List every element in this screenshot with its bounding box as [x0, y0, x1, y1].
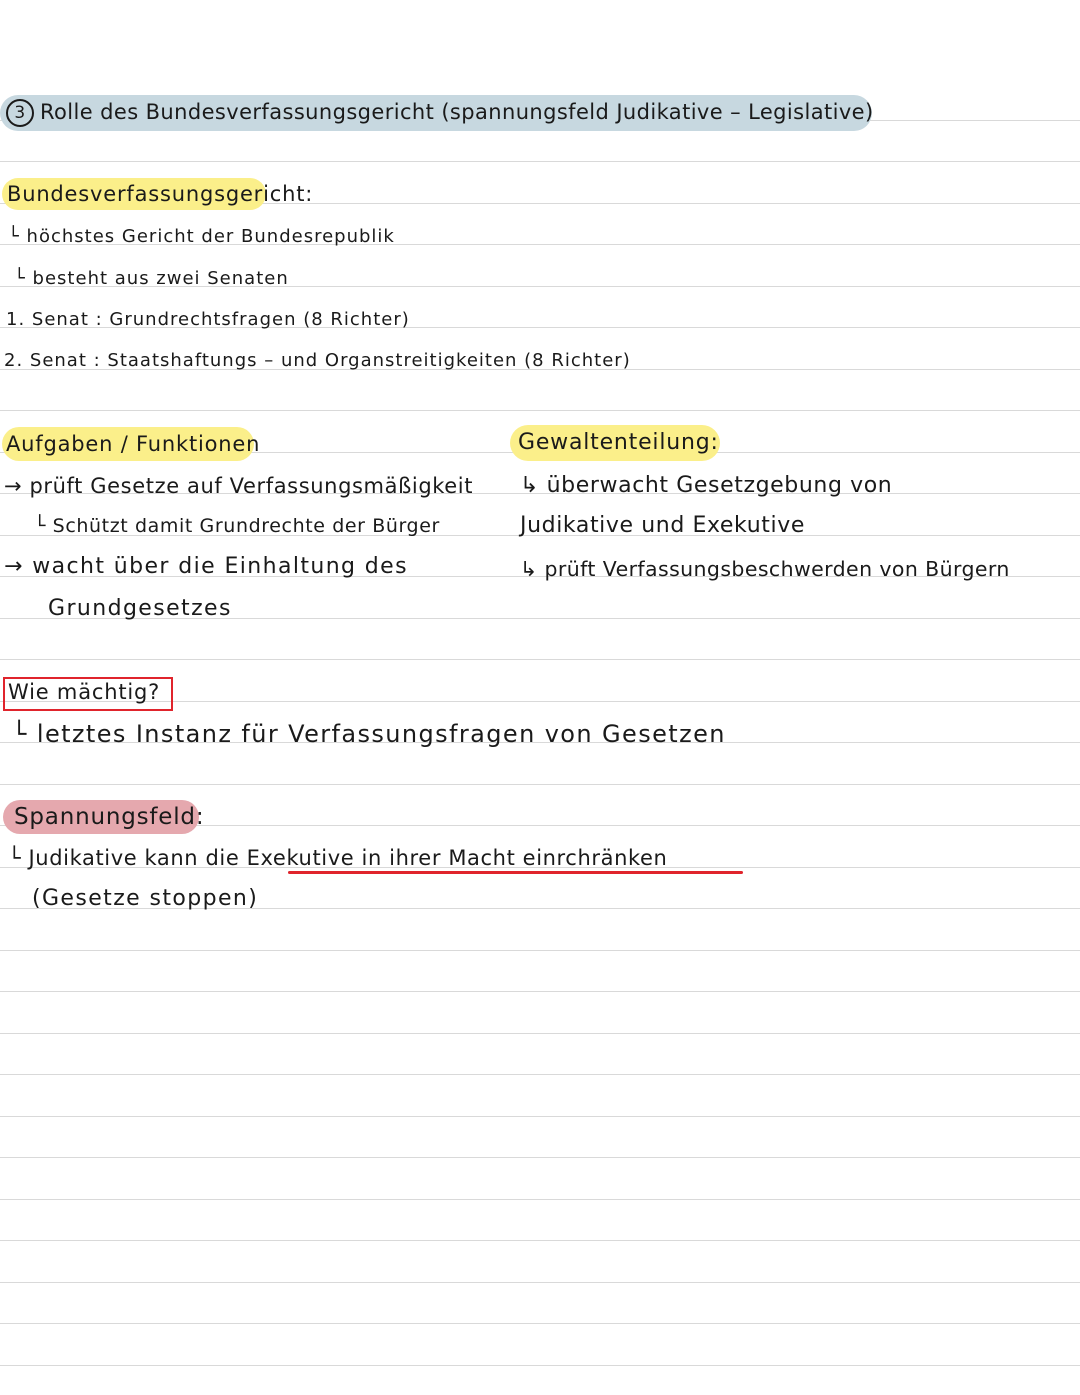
heading-wie-maechtig: Wie mächtig? — [8, 680, 161, 704]
line-gesetze-stoppen: (Gesetze stoppen) — [32, 886, 259, 911]
heading-aufgaben-funktionen: Aufgaben / Funktionen — [6, 432, 261, 456]
line-prueft-gesetze: → prüft Gesetze auf Verfassungsmäßigkeit — [4, 474, 474, 498]
line-grundgesetzes: Grundgesetzes — [48, 596, 232, 621]
line-zwei-senaten: └ besteht aus zwei Senaten — [14, 268, 289, 289]
line-wacht-ueber: → wacht über die Einhaltung des — [4, 554, 408, 579]
page-title — [6, 99, 874, 127]
line-ueberwacht-gesetzgebung: ↳ überwacht Gesetzgebung von — [520, 473, 893, 498]
heading-spannungsfeld: Spannungsfeld: — [14, 804, 205, 830]
page-title-text: Rolle des Bundesverfassungsgericht (spannungsfeld Judikative – Legislative) — [40, 100, 874, 124]
line-verfassungsbeschwerden: ↳ prüft Verfassungsbeschwerden von Bürgern — [520, 557, 1010, 581]
line-schuetzt-grundrechte: └ Schützt damit Grundrechte der Bürger — [34, 515, 440, 537]
section-number-badge: 3 — [6, 99, 34, 127]
line-zweiter-senat: 2. Senat : Staatshaftungs – und Organstreitigkeiten (8 Richter) — [4, 350, 631, 371]
line-judikative-kann-underlined: Exekutive in ihrer Macht einrchränken — [246, 846, 668, 870]
red-underline — [288, 871, 743, 874]
heading-gewaltenteilung: Gewaltenteilung: — [518, 430, 719, 455]
line-judikative-kann-plain: └ Judikative kann die — [8, 846, 240, 870]
line-hoechstes-gericht: └ höchstes Gericht der Bundesrepublik — [8, 226, 395, 247]
line-judikative-kann — [8, 846, 667, 870]
heading-bundesverfassungsgericht: Bundesverfassungsgericht: — [7, 182, 314, 206]
line-judikative-exekutive: Judikative und Exekutive — [520, 513, 805, 538]
line-erster-senat: 1. Senat : Grundrechtsfragen (8 Richter) — [6, 309, 410, 330]
line-letzte-instanz: └ letztes Instanz für Verfassungsfragen von Gesetzen — [12, 720, 726, 748]
